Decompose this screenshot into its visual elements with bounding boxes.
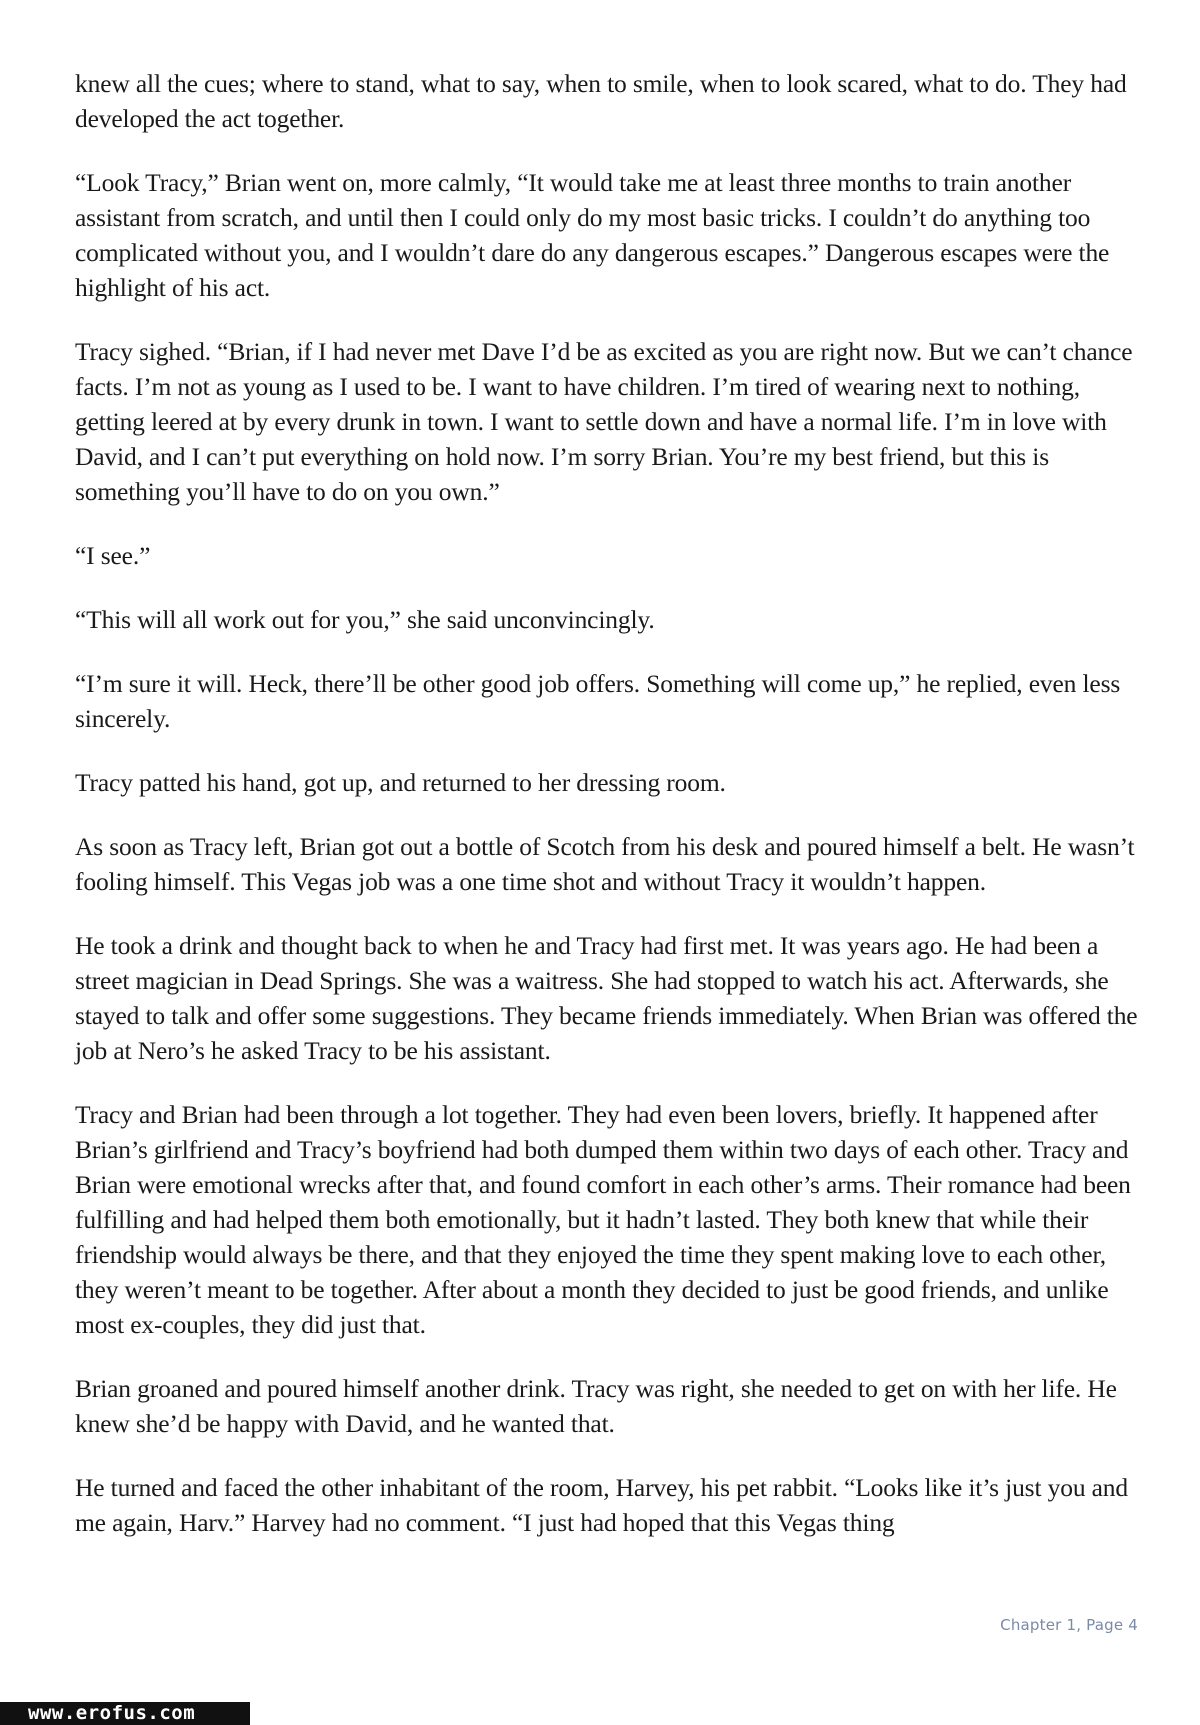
paragraph: “Look Tracy,” Brian went on, more calmly, “It would take me at least three months to train another assistant from scratch, and until then I could only do my most basic tricks. I couldn’t do anything too complicated without you, and I wouldn’t dare do any dangerous escapes.” Dangerous escapes were the highlight of his act. <box>75 168 1110 302</box>
body-text <box>75 66 1145 1569</box>
paragraph: Brian groaned and poured himself another drink. Tracy was right, she needed to get on with her life. He knew she’d be happy with David, and he wanted that. <box>75 1374 1117 1438</box>
paragraph: “I see.” <box>75 541 151 570</box>
watermark-link[interactable]: www.erofus.com <box>0 1702 250 1725</box>
paragraph: “I’m sure it will. Heck, there’ll be other good job offers. Something will come up,” he replied, even less sincerely. <box>75 669 1121 733</box>
paragraph: knew all the cues; where to stand, what to say, when to smile, when to look scared, what to do. They had developed the act together. <box>75 69 1127 133</box>
paragraph: Tracy patted his hand, got up, and returned to her dressing room. <box>75 768 726 797</box>
paragraph: He took a drink and thought back to when he and Tracy had first met. It was years ago. He had been a street magician in Dead Springs. She was a waitress. She had stopped to watch his act. Afterwards, she stayed to talk and offer some suggestions. They became friends immediately. When Brian was offered the job at Nero’s he asked Tracy to be his assistant. <box>75 931 1138 1065</box>
paragraph: Tracy and Brian had been through a lot together. They had even been lovers, briefly. It happened after Brian’s girlfriend and Tracy’s boyfriend had both dumped them within two days of each other. Tracy and Brian were emotional wrecks after that, and found comfort in each other’s arms. Their romance had been fulfilling and had helped them both emotionally, but it hadn’t lasted. They both knew that while their friendship would always be there, and that they enjoyed the time they spent making love to each other, they weren’t meant to be together. After about a month they decided to just be good friends, and unlike most ex-couples, they did just that. <box>75 1100 1131 1339</box>
paragraph: “This will all work out for you,” she said unconvincingly. <box>75 605 655 634</box>
paragraph: He turned and faced the other inhabitant of the room, Harvey, his pet rabbit. “Looks like it’s just you and me again, Harv.” Harvey had no comment. “I just had hoped that this Vegas thing <box>75 1473 1129 1537</box>
page-number: Chapter 1, Page 4 <box>1000 1616 1138 1634</box>
paragraph: Tracy sighed. “Brian, if I had never met Dave I’d be as excited as you are right now. But we can’t chance facts. I’m not as young as I used to be. I want to have children. I’m tired of wearing next to nothing, getting leered at by every drunk in town. I want to settle down and have a normal life. I’m in love with David, and I can’t put everything on hold now. I’m sorry Brian. You’re my best friend, but this is something you’ll have to do on you own.” <box>75 337 1133 506</box>
paragraph: As soon as Tracy left, Brian got out a bottle of Scotch from his desk and poured himself a belt. He wasn’t fooling himself. This Vegas job was a one time shot and without Tracy it wouldn’t happen. <box>75 832 1135 896</box>
